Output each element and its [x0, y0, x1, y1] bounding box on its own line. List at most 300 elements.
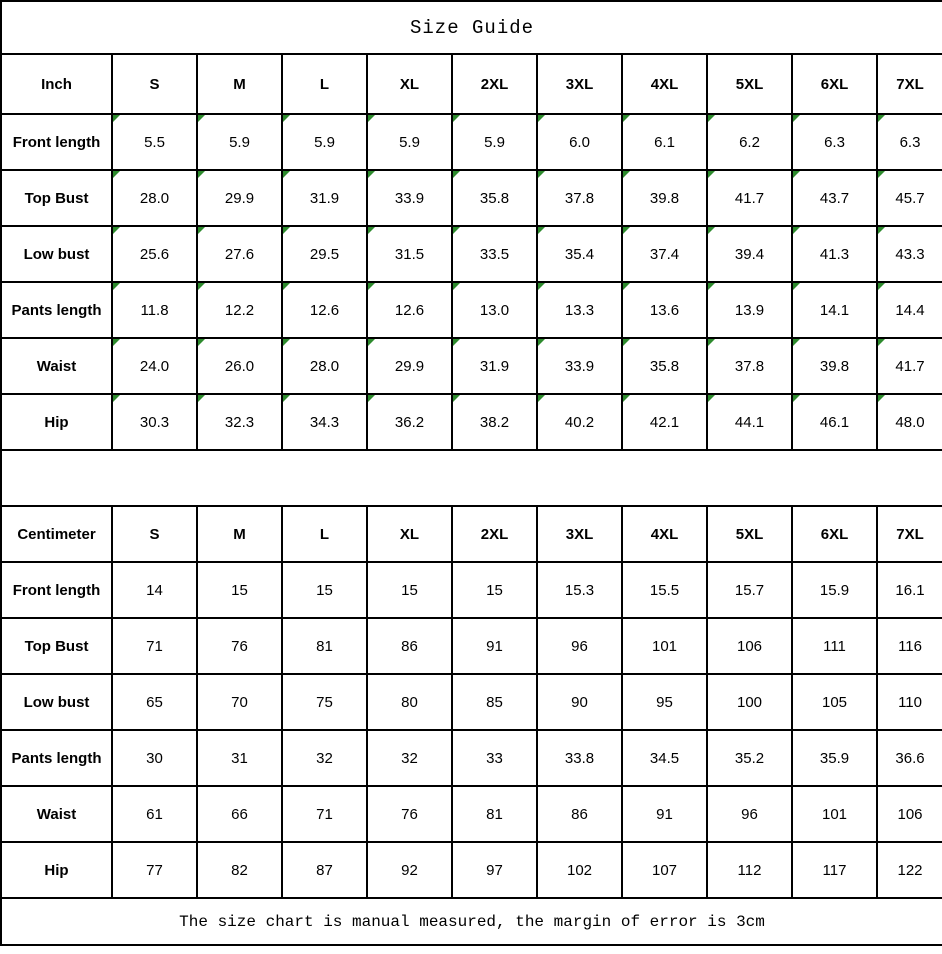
value-text: 37.8 [564, 189, 595, 207]
value-text: 31.9 [479, 357, 510, 375]
value-text: 29.5 [309, 245, 340, 263]
value-text: 13.6 [649, 301, 680, 319]
cell-error-marker-icon [623, 115, 630, 122]
cell-error-marker-icon [113, 171, 120, 178]
cell-error-marker-icon [283, 171, 290, 178]
value-text: 38.2 [479, 413, 510, 431]
value-text: 81 [486, 805, 503, 823]
unit-header-cell: Centimeter [1, 506, 112, 562]
value-cell [282, 394, 367, 450]
value-cell [197, 618, 282, 674]
value-text: 31 [231, 749, 248, 767]
value-text: 31.5 [394, 245, 425, 263]
value-cell [707, 114, 792, 170]
value-cell [112, 170, 197, 226]
value-text: 71 [146, 637, 163, 655]
value-cell [452, 226, 537, 282]
cell-error-marker-icon [368, 115, 375, 122]
value-cell [537, 394, 622, 450]
value-cell [367, 562, 452, 618]
value-text: 76 [231, 637, 248, 655]
cell-error-marker-icon [708, 283, 715, 290]
value-text: 15.7 [734, 581, 765, 599]
cell-error-marker-icon [113, 115, 120, 122]
value-cell [792, 674, 877, 730]
value-cell [792, 226, 877, 282]
cell-error-marker-icon [453, 283, 460, 290]
row-label-cell: Waist [1, 338, 112, 394]
value-cell [877, 170, 942, 226]
cell-error-marker-icon [368, 339, 375, 346]
value-cell [452, 842, 537, 898]
value-text: 105 [821, 693, 848, 711]
measurement-row [1, 170, 942, 226]
value-text: 65 [146, 693, 163, 711]
value-text: 92 [401, 861, 418, 879]
cell-error-marker-icon [623, 171, 630, 178]
value-text: 31.9 [309, 189, 340, 207]
size-header-cell: 3XL [537, 506, 622, 562]
value-text: 30.3 [139, 413, 170, 431]
value-cell [537, 170, 622, 226]
value-cell [112, 842, 197, 898]
value-cell [877, 338, 942, 394]
value-cell [707, 786, 792, 842]
value-text: 5.9 [399, 133, 420, 151]
value-text: 12.2 [224, 301, 255, 319]
value-text: 12.6 [394, 301, 425, 319]
value-text: 15 [486, 581, 503, 599]
value-text: 5.5 [144, 133, 165, 151]
value-text: 13.3 [564, 301, 595, 319]
cell-error-marker-icon [708, 227, 715, 234]
value-text: 101 [651, 637, 678, 655]
value-text: 25.6 [139, 245, 170, 263]
measurement-row [1, 114, 942, 170]
value-cell [537, 114, 622, 170]
value-cell [622, 730, 707, 786]
value-cell [622, 338, 707, 394]
value-cell [707, 562, 792, 618]
row-label-cell: Front length [1, 562, 112, 618]
value-cell [452, 674, 537, 730]
value-text: 14 [146, 581, 163, 599]
value-text: 91 [486, 637, 503, 655]
size-table-body [1, 54, 942, 898]
value-cell [367, 114, 452, 170]
value-text: 95 [656, 693, 673, 711]
cell-error-marker-icon [538, 171, 545, 178]
value-cell [282, 562, 367, 618]
value-text: 16.1 [895, 581, 925, 599]
value-cell [367, 226, 452, 282]
cell-error-marker-icon [368, 171, 375, 178]
value-cell [707, 674, 792, 730]
size-header-cell: XL [367, 54, 452, 114]
cell-error-marker-icon [198, 115, 205, 122]
cell-error-marker-icon [878, 171, 885, 178]
value-cell [367, 618, 452, 674]
value-cell [877, 730, 942, 786]
measurement-row [1, 786, 942, 842]
value-cell [707, 618, 792, 674]
row-label-cell: Top Bust [1, 618, 112, 674]
value-cell [367, 170, 452, 226]
spacer-cell [1, 450, 942, 506]
value-cell [622, 786, 707, 842]
value-cell [877, 786, 942, 842]
value-text: 46.1 [819, 413, 850, 431]
value-text: 35.4 [564, 245, 595, 263]
cell-error-marker-icon [198, 339, 205, 346]
value-cell [622, 562, 707, 618]
page-title: Size Guide [1, 1, 942, 54]
value-text: 36.6 [895, 749, 925, 767]
size-header-cell: M [197, 506, 282, 562]
value-cell [622, 394, 707, 450]
cell-error-marker-icon [793, 339, 800, 346]
cell-error-marker-icon [623, 283, 630, 290]
value-cell [707, 842, 792, 898]
value-cell [622, 674, 707, 730]
value-text: 41.7 [895, 357, 925, 375]
value-text: 11.8 [140, 301, 169, 319]
row-label-cell: Hip [1, 394, 112, 450]
cell-error-marker-icon [113, 395, 120, 402]
value-cell [877, 842, 942, 898]
size-header-cell: XL [367, 506, 452, 562]
cell-error-marker-icon [113, 339, 120, 346]
value-cell [707, 338, 792, 394]
value-text: 39.4 [734, 245, 765, 263]
size-header-cell: L [282, 54, 367, 114]
cell-error-marker-icon [538, 339, 545, 346]
value-cell [282, 114, 367, 170]
value-cell [792, 730, 877, 786]
cell-error-marker-icon [368, 227, 375, 234]
value-text: 44.1 [734, 413, 765, 431]
measurement-row [1, 618, 942, 674]
value-text: 61 [146, 805, 163, 823]
value-cell [537, 730, 622, 786]
value-cell [707, 282, 792, 338]
value-text: 85 [486, 693, 503, 711]
value-text: 27.6 [224, 245, 255, 263]
value-cell [622, 842, 707, 898]
value-cell [877, 618, 942, 674]
value-cell [112, 226, 197, 282]
cell-error-marker-icon [453, 171, 460, 178]
value-text: 6.3 [824, 133, 845, 151]
value-cell [367, 730, 452, 786]
value-text: 71 [316, 805, 333, 823]
value-cell [877, 674, 942, 730]
measurement-row [1, 730, 942, 786]
value-text: 112 [737, 861, 762, 879]
size-header-cell: 7XL [877, 506, 942, 562]
value-cell [452, 282, 537, 338]
value-text: 75 [316, 693, 333, 711]
value-cell [792, 786, 877, 842]
value-cell [282, 170, 367, 226]
value-text: 80 [401, 693, 418, 711]
cell-error-marker-icon [283, 395, 290, 402]
value-cell [197, 282, 282, 338]
value-text: 12.6 [309, 301, 340, 319]
size-header-cell: S [112, 506, 197, 562]
value-cell [707, 226, 792, 282]
value-text: 42.1 [649, 413, 680, 431]
value-text: 100 [736, 693, 763, 711]
row-label-cell: Pants length [1, 730, 112, 786]
measurement-row [1, 394, 942, 450]
value-cell [537, 282, 622, 338]
value-text: 33.5 [479, 245, 510, 263]
value-cell [282, 842, 367, 898]
value-text: 5.9 [314, 133, 335, 151]
cell-error-marker-icon [453, 339, 460, 346]
value-text: 81 [316, 637, 333, 655]
row-label-cell: Waist [1, 786, 112, 842]
value-cell [112, 338, 197, 394]
row-label-cell: Low bust [1, 674, 112, 730]
value-text: 33.8 [564, 749, 595, 767]
value-text: 33 [486, 749, 503, 767]
value-cell [367, 338, 452, 394]
value-text: 107 [651, 861, 678, 879]
value-cell [537, 842, 622, 898]
value-cell [197, 114, 282, 170]
value-text: 43.7 [819, 189, 850, 207]
measurement-row [1, 674, 942, 730]
value-cell [367, 282, 452, 338]
value-text: 32.3 [224, 413, 255, 431]
value-text: 101 [821, 805, 848, 823]
value-cell [537, 674, 622, 730]
value-text: 39.8 [649, 189, 680, 207]
cell-error-marker-icon [793, 283, 800, 290]
value-cell [792, 282, 877, 338]
value-text: 122 [897, 861, 923, 879]
size-header-cell: 4XL [622, 54, 707, 114]
value-cell [537, 618, 622, 674]
value-text: 6.2 [739, 133, 760, 151]
value-cell [792, 114, 877, 170]
value-text: 28.0 [139, 189, 170, 207]
value-text: 35.8 [649, 357, 680, 375]
value-cell [622, 114, 707, 170]
value-text: 5.9 [484, 133, 505, 151]
value-cell [537, 786, 622, 842]
value-cell [537, 562, 622, 618]
value-text: 76 [401, 805, 418, 823]
value-cell [877, 226, 942, 282]
size-header-cell: M [197, 54, 282, 114]
value-text: 110 [898, 693, 922, 711]
cell-error-marker-icon [538, 227, 545, 234]
cell-error-marker-icon [198, 395, 205, 402]
size-header-row [1, 54, 942, 114]
size-header-cell: 5XL [707, 506, 792, 562]
value-cell [537, 338, 622, 394]
cell-error-marker-icon [113, 227, 120, 234]
value-cell [792, 394, 877, 450]
size-header-cell: 6XL [792, 506, 877, 562]
value-cell [452, 170, 537, 226]
value-cell [367, 786, 452, 842]
value-text: 15 [401, 581, 418, 599]
value-cell [792, 618, 877, 674]
value-cell [367, 394, 452, 450]
value-cell [707, 394, 792, 450]
value-cell [537, 226, 622, 282]
size-header-cell: 2XL [452, 506, 537, 562]
cell-error-marker-icon [793, 227, 800, 234]
row-label-cell: Front length [1, 114, 112, 170]
value-cell [367, 842, 452, 898]
size-header-cell: 4XL [622, 506, 707, 562]
value-cell [112, 786, 197, 842]
cell-error-marker-icon [198, 227, 205, 234]
value-text: 15 [316, 581, 333, 599]
value-cell [112, 674, 197, 730]
value-cell [877, 114, 942, 170]
value-cell [877, 394, 942, 450]
value-text: 116 [898, 637, 922, 655]
value-cell [622, 170, 707, 226]
value-text: 96 [571, 637, 588, 655]
value-cell [622, 618, 707, 674]
cell-error-marker-icon [623, 339, 630, 346]
value-cell [452, 730, 537, 786]
size-header-cell: 5XL [707, 54, 792, 114]
row-label-cell: Top Bust [1, 170, 112, 226]
footer-note: The size chart is manual measured, the margin of error is 3cm [1, 898, 942, 945]
value-text: 6.3 [899, 133, 921, 151]
value-text: 15 [231, 581, 248, 599]
value-text: 34.5 [649, 749, 680, 767]
value-cell [282, 618, 367, 674]
size-header-cell: 6XL [792, 54, 877, 114]
value-text: 106 [897, 805, 923, 823]
cell-error-marker-icon [878, 395, 885, 402]
value-cell [877, 282, 942, 338]
measurement-row [1, 226, 942, 282]
value-text: 34.3 [309, 413, 340, 431]
value-cell [622, 226, 707, 282]
cell-error-marker-icon [708, 395, 715, 402]
value-text: 86 [401, 637, 418, 655]
value-cell [197, 170, 282, 226]
value-text: 82 [231, 861, 248, 879]
value-text: 30 [146, 749, 163, 767]
value-cell [112, 730, 197, 786]
value-cell [112, 282, 197, 338]
value-cell [452, 394, 537, 450]
measurement-row [1, 842, 942, 898]
value-text: 66 [231, 805, 248, 823]
value-text: 40.2 [564, 413, 595, 431]
value-text: 14.1 [819, 301, 850, 319]
value-cell [707, 730, 792, 786]
value-text: 15.5 [649, 581, 680, 599]
value-text: 96 [741, 805, 758, 823]
value-cell [282, 282, 367, 338]
value-text: 33.9 [564, 357, 595, 375]
value-cell [112, 114, 197, 170]
cell-error-marker-icon [283, 227, 290, 234]
size-header-cell: L [282, 506, 367, 562]
cell-error-marker-icon [793, 171, 800, 178]
value-text: 70 [231, 693, 248, 711]
value-text: 6.0 [569, 133, 590, 151]
cell-error-marker-icon [453, 115, 460, 122]
value-cell [452, 618, 537, 674]
value-cell [452, 338, 537, 394]
cell-error-marker-icon [878, 339, 885, 346]
value-cell [282, 674, 367, 730]
size-header-cell: 2XL [452, 54, 537, 114]
value-text: 5.9 [229, 133, 250, 151]
value-cell [197, 674, 282, 730]
value-cell [112, 394, 197, 450]
cell-error-marker-icon [793, 115, 800, 122]
value-text: 90 [571, 693, 588, 711]
value-cell [367, 674, 452, 730]
value-cell [452, 562, 537, 618]
value-text: 43.3 [895, 245, 925, 263]
cell-error-marker-icon [623, 227, 630, 234]
cell-error-marker-icon [708, 339, 715, 346]
value-text: 35.8 [479, 189, 510, 207]
cell-error-marker-icon [198, 171, 205, 178]
value-text: 15.9 [819, 581, 850, 599]
cell-error-marker-icon [283, 283, 290, 290]
cell-error-marker-icon [708, 171, 715, 178]
value-cell [197, 730, 282, 786]
value-text: 35.9 [819, 749, 850, 767]
value-cell [197, 338, 282, 394]
value-text: 91 [656, 805, 673, 823]
value-text: 39.8 [819, 357, 850, 375]
value-text: 87 [316, 861, 333, 879]
cell-error-marker-icon [283, 115, 290, 122]
value-cell [622, 282, 707, 338]
cell-error-marker-icon [878, 283, 885, 290]
value-text: 32 [316, 749, 333, 767]
value-text: 117 [822, 861, 847, 879]
value-text: 26.0 [224, 357, 255, 375]
size-header-cell: S [112, 54, 197, 114]
unit-header-cell: Inch [1, 54, 112, 114]
value-cell [792, 338, 877, 394]
value-text: 37.4 [649, 245, 680, 263]
title-row [1, 1, 942, 54]
value-text: 6.1 [654, 133, 675, 151]
value-cell [282, 338, 367, 394]
value-text: 15.3 [564, 581, 595, 599]
cell-error-marker-icon [878, 227, 885, 234]
value-text: 35.2 [734, 749, 765, 767]
value-text: 77 [146, 861, 163, 879]
footer-row [1, 898, 942, 945]
value-text: 33.9 [394, 189, 425, 207]
value-text: 14.4 [895, 301, 925, 319]
size-header-cell: 7XL [877, 54, 942, 114]
value-cell [197, 786, 282, 842]
value-cell [792, 562, 877, 618]
cell-error-marker-icon [198, 283, 205, 290]
